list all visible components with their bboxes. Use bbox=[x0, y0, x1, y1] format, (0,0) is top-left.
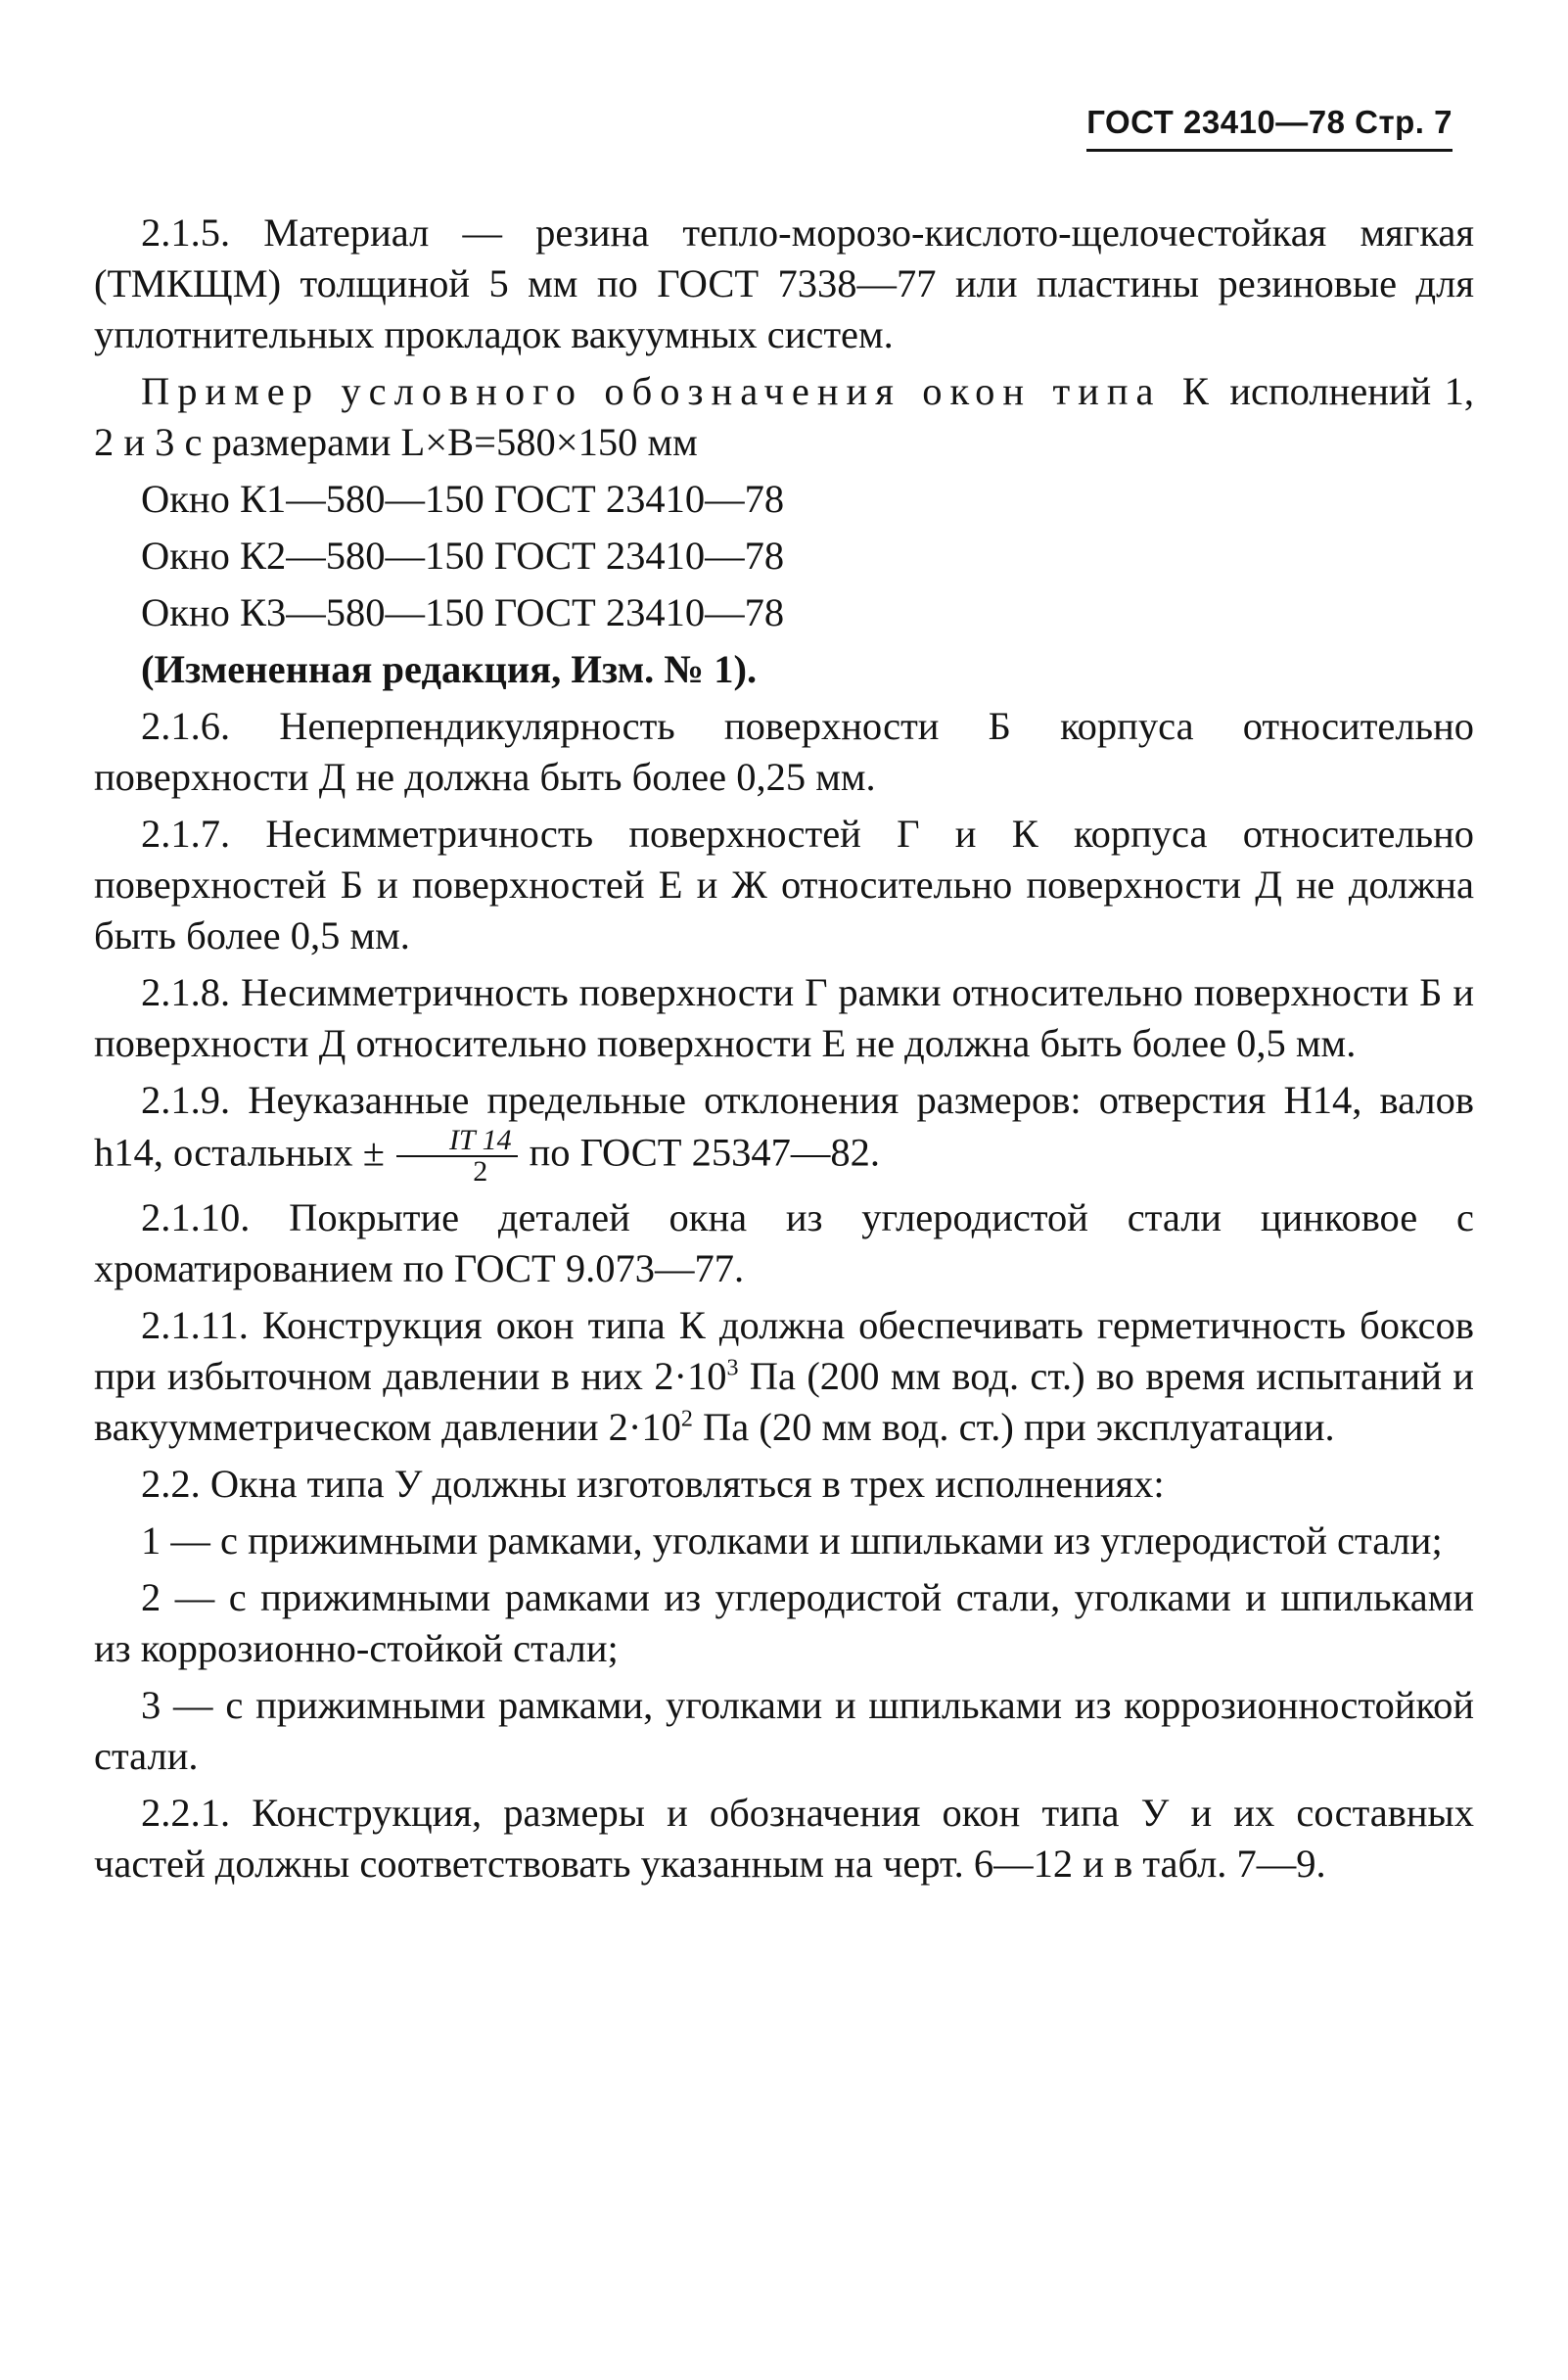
exponent-2: 2 bbox=[680, 1406, 693, 1432]
designation-line-3: Окно К3—580—150 ГОСТ 23410—78 bbox=[141, 590, 785, 634]
clause-2-1-11-b: Па (200 мм вод. ст.) во время испытаний и вакуумметрическом давлении 2·10 bbox=[94, 1354, 1474, 1449]
designation-example-intro bbox=[94, 366, 1474, 468]
designation-line-1: Окно К1—580—150 ГОСТ 23410—78 bbox=[141, 477, 785, 521]
tolerance-fraction bbox=[396, 1126, 518, 1187]
clause-2-2-1: 2.2.1. Конструкция, размеры и обозначения окон типа У и их составных частей должны соответствовать указанным на черт. 6—12 и в табл. 7—9. bbox=[94, 1791, 1474, 1886]
fraction-numerator: IT 14 bbox=[396, 1126, 518, 1157]
variant-3: 3 — с прижимными рамками, уголками и шпильками из коррозионностойкой стали. bbox=[94, 1683, 1474, 1778]
clause-2-1-11 bbox=[94, 1300, 1474, 1453]
clause-2-1-6: 2.1.6. Неперпендикулярность поверхности Б корпуса относительно поверхности Д не должна быть более 0,25 мм. bbox=[94, 704, 1474, 799]
clause-2-1-8: 2.1.8. Несимметричность поверхности Г рамки относительно поверхности Б и поверхности Д относительно поверхности Е не должна быть более 0,5 мм. bbox=[94, 970, 1474, 1065]
variant-2: 2 — с прижимными рамками из углеродистой стали, уголками и шпильками из коррозионно-стойкой стали; bbox=[94, 1575, 1474, 1670]
clause-2-1-9 bbox=[94, 1075, 1474, 1187]
exponent-1: 3 bbox=[726, 1355, 739, 1381]
clause-2-1-11-c: Па (20 мм вод. ст.) при эксплуатации. bbox=[692, 1405, 1335, 1449]
clause-2-1-9-tail: по ГОСТ 25347—82. bbox=[529, 1130, 881, 1175]
clause-2-2: 2.2. Окна типа У должны изготовляться в трех исполнениях: bbox=[141, 1462, 1165, 1506]
variant-1: 1 — с прижимными рамками, уголками и шпильками из углеродистой стали; bbox=[141, 1518, 1443, 1563]
clause-2-1-11-a: 2.1.11. Конструкция окон типа К должна обеспечивать герметичность боксов при избыточном давлении в них 2·10 bbox=[94, 1303, 1474, 1398]
clause-2-1-7: 2.1.7. Несимметричность поверхностей Г и К корпуса относительно поверхностей Б и поверхностей Е и Ж относительно поверхности Д не должна быть более 0,5 мм. bbox=[94, 812, 1474, 957]
clause-2-1-5: 2.1.5. Материал — резина тепло-морозо-кислото-щелочестойкая мягкая (ТМКЩМ) толщиной 5 мм по ГОСТ 7338—77 или пластины резиновые для уплотнительных прокладок вакуумных систем. bbox=[94, 210, 1474, 356]
page-body bbox=[94, 208, 1474, 1895]
designation-example-text: исполнений 1, 2 и 3 с размерами L×B=580×150 мм bbox=[94, 369, 1475, 464]
clause-2-1-9-text: 2.1.9. Неуказанные предельные отклонения размеров: отверстия Н14, валов h14, остальных ± bbox=[94, 1078, 1474, 1175]
designation-line-2: Окно К2—580—150 ГОСТ 23410—78 bbox=[141, 534, 785, 578]
fraction-denominator: 2 bbox=[473, 1155, 488, 1188]
clause-2-1-10: 2.1.10. Покрытие деталей окна из углеродистой стали цинковое с хроматированием по ГОСТ 9.073—77. bbox=[94, 1195, 1474, 1290]
designation-example-heading: Пример условного обозначения окон типа К bbox=[141, 369, 1217, 413]
page-header: ГОСТ 23410—78 Стр. 7 bbox=[1086, 104, 1453, 152]
revision-note: (Измененная редакция, Изм. № 1). bbox=[141, 647, 758, 691]
